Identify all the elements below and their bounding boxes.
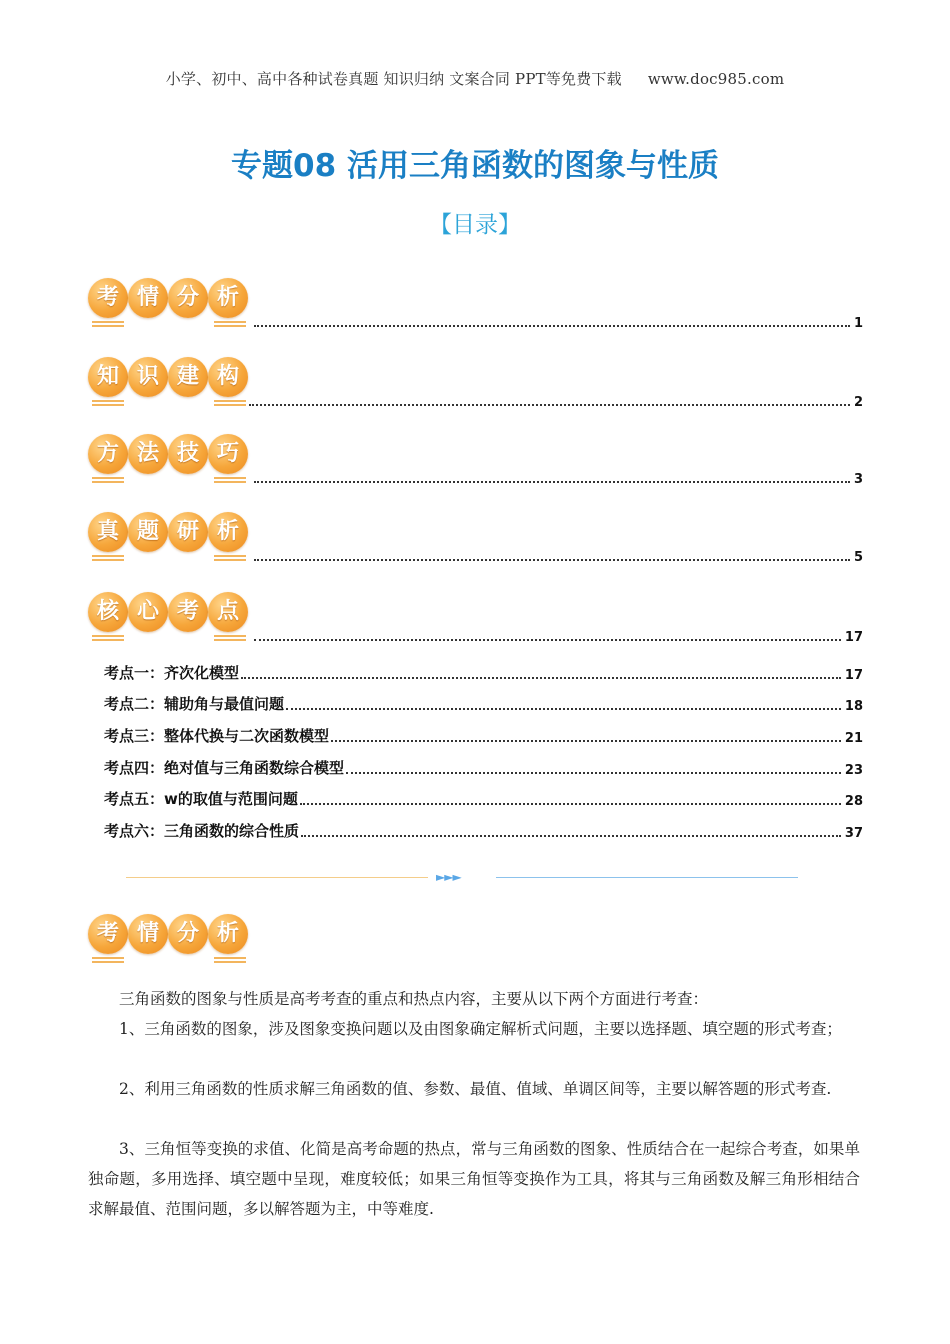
badge-underline — [92, 477, 124, 479]
badge-char: 分 — [168, 278, 208, 318]
toc-page-number: 1 — [853, 316, 863, 331]
toc-leader-dots — [249, 403, 850, 406]
section-badge-core-points — [86, 592, 256, 644]
toc-item-point-2[interactable] — [104, 693, 863, 714]
toc-item-point-4[interactable] — [104, 757, 863, 778]
badge-char: 析 — [208, 278, 248, 318]
header-site-link[interactable]: www.doc985.com — [647, 70, 785, 88]
toc-page-number: 28 — [844, 794, 863, 809]
toc-heading: 【目录】 — [429, 212, 521, 238]
badge-char: 考 — [168, 592, 208, 632]
toc-item-point-5[interactable] — [104, 788, 863, 809]
toc-entry-exam-analysis[interactable] — [252, 316, 863, 331]
badge-underline — [214, 961, 246, 963]
toc-item-point-6[interactable] — [104, 820, 863, 841]
badge-char: 技 — [168, 434, 208, 474]
toc-leader-dots — [301, 834, 841, 837]
section-badge-knowledge-structure — [86, 357, 256, 409]
section-badge-exam-analysis-body — [86, 914, 256, 966]
badge-underline — [92, 481, 124, 483]
toc-leader-dots — [254, 558, 850, 561]
toc-leader-dots — [331, 739, 841, 742]
toc-entry-methods[interactable] — [252, 472, 863, 487]
toc-page-number: 21 — [844, 731, 863, 746]
badge-underline — [92, 555, 124, 557]
toc-page-number: 18 — [844, 699, 863, 714]
badge-char: 建 — [168, 357, 208, 397]
badge-underline — [92, 957, 124, 959]
badge-underline — [214, 957, 246, 959]
badge-char: 析 — [208, 512, 248, 552]
badge-char: 分 — [168, 914, 208, 954]
badge-underline — [214, 404, 246, 406]
toc-item-label: 考点三：整体代换与二次函数模型 — [104, 727, 330, 745]
badge-char: 考 — [88, 278, 128, 318]
body-paragraph-1: 1、三角函数的图象，涉及图象变换问题以及由图象确定解析式问题，主要以选择题、填空题的形式考查； — [119, 1020, 842, 1038]
toc-page-number: 17 — [844, 668, 863, 683]
toc-item-label: 考点二：辅助角与最值问题 — [104, 695, 285, 713]
toc-page-number: 37 — [844, 826, 863, 841]
badge-underline — [92, 961, 124, 963]
badge-underline — [214, 635, 246, 637]
divider-arrows-icon: ►►► — [436, 870, 461, 884]
badge-underline — [92, 400, 124, 402]
body-paragraph-intro: 三角函数的图象与性质是高考考查的重点和热点内容，主要从以下两个方面进行考查： — [119, 990, 709, 1008]
badge-underline — [214, 555, 246, 557]
divider-right-line — [496, 877, 798, 878]
section-badge-real-questions — [86, 512, 256, 564]
header-text: 小学、初中、高中各种试卷真题 知识归纳 文案合同 PPT等免费下载 — [165, 70, 622, 88]
badge-char: 法 — [128, 434, 168, 474]
badge-char: 题 — [128, 512, 168, 552]
badge-char: 构 — [208, 357, 248, 397]
badge-char: 情 — [128, 914, 168, 954]
badge-underline — [214, 559, 246, 561]
toc-leader-dots — [300, 802, 841, 805]
body-paragraph-3: 3、三角恒等变换的求值、化简是高考命题的热点，常与三角函数的图象、性质结合在一起综合考查，如果单独命题，多用选择、填空题中呈现，难度较低；如果三角恒等变换作为工具，将其与三角函数及解三角形相结合求解最值、范围问题，多以解答题为主，中等难度. — [88, 1140, 860, 1218]
toc-item-label: 考点五：w的取值与范围问题 — [104, 790, 298, 808]
badge-underline — [92, 559, 124, 561]
toc-entry-knowledge-structure[interactable] — [247, 395, 863, 410]
badge-underline — [92, 325, 124, 327]
badge-underline — [214, 639, 246, 641]
toc-leader-dots — [241, 676, 841, 679]
toc-item-label: 考点四：绝对值与三角函数综合模型 — [104, 759, 345, 777]
toc-leader-dots — [254, 638, 841, 641]
badge-underline — [92, 321, 124, 323]
body-paragraph-2: 2、利用三角函数的性质求解三角函数的值、参数、最值、值域、单调区间等，主要以解答题的形式考查. — [119, 1080, 832, 1098]
toc-page-number: 2 — [853, 395, 863, 410]
badge-char: 点 — [208, 592, 248, 632]
badge-underline — [214, 400, 246, 402]
toc-item-label: 考点一：齐次化模型 — [104, 664, 240, 682]
badge-underline — [214, 321, 246, 323]
badge-underline — [214, 325, 246, 327]
toc-leader-dots — [254, 324, 850, 327]
section-badge-exam-analysis — [86, 278, 256, 330]
toc-page-number: 5 — [853, 550, 863, 565]
toc-entry-core-points[interactable] — [252, 630, 863, 645]
divider-left-line — [126, 877, 428, 878]
toc-page-number: 17 — [844, 630, 863, 645]
badge-char: 研 — [168, 512, 208, 552]
badge-char: 巧 — [208, 434, 248, 474]
badge-char: 识 — [128, 357, 168, 397]
toc-leader-dots — [346, 771, 841, 774]
badge-char: 真 — [88, 512, 128, 552]
toc-leader-dots — [254, 480, 850, 483]
page-header — [0, 68, 950, 89]
toc-item-point-1[interactable] — [104, 662, 863, 683]
section-badge-methods — [86, 434, 256, 486]
badge-char: 心 — [128, 592, 168, 632]
badge-char: 核 — [88, 592, 128, 632]
toc-leader-dots — [286, 707, 841, 710]
toc-page-number: 23 — [844, 763, 863, 778]
page-title: 专题08 活用三角函数的图象与性质 — [231, 148, 719, 184]
badge-char: 情 — [128, 278, 168, 318]
badge-underline — [214, 477, 246, 479]
badge-underline — [92, 404, 124, 406]
toc-item-label: 考点六：三角函数的综合性质 — [104, 822, 300, 840]
toc-entry-real-questions[interactable] — [252, 550, 863, 565]
badge-underline — [214, 481, 246, 483]
toc-page-number: 3 — [853, 472, 863, 487]
badge-underline — [92, 635, 124, 637]
badge-char: 考 — [88, 914, 128, 954]
badge-underline — [92, 639, 124, 641]
badge-char: 知 — [88, 357, 128, 397]
badge-char: 析 — [208, 914, 248, 954]
toc-item-point-3[interactable] — [104, 725, 863, 746]
badge-char: 方 — [88, 434, 128, 474]
